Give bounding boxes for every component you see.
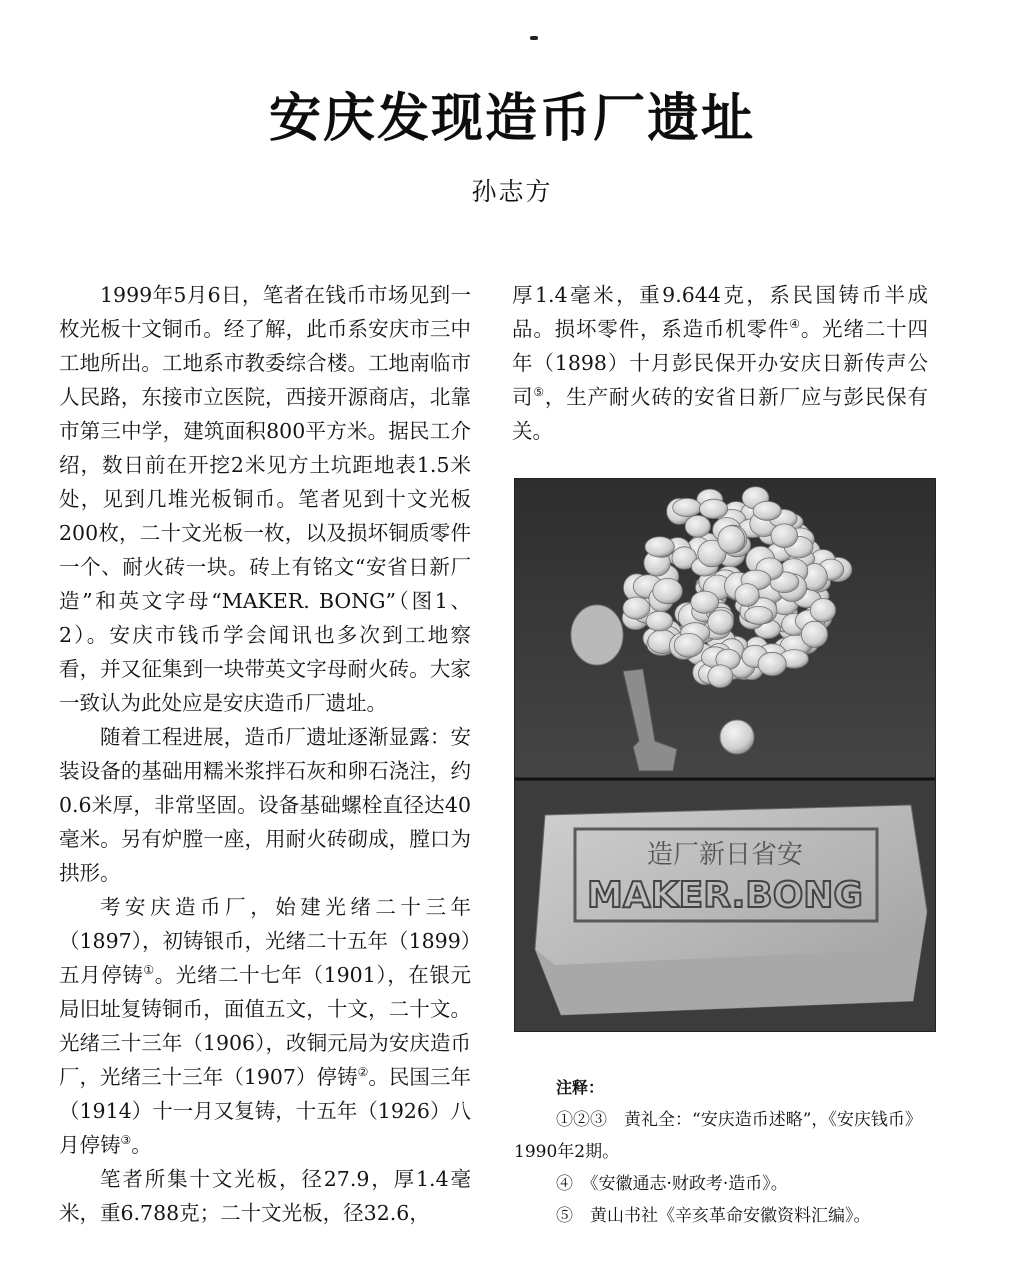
footnote-ref-5: ⑤ — [533, 385, 545, 400]
pile-coin — [685, 515, 710, 537]
footnote-ref-1: ① — [143, 963, 155, 978]
paragraph-4: 笔者所集十文光板，径27.9，厚1.4毫米，重6.788克；二十文光板，径32.6， — [59, 1167, 471, 1225]
paragraph-4-cont-a: 厚1.4毫米，重9.644克，系民国铸币半成品。损坏零件，系造币机零件 — [512, 283, 928, 341]
paragraph-3-part-b: 。光绪二十七年（1901），在银元局旧址复铸铜币，面值五文，十文，二十文。光绪三十三年（1906），改铜元局为安庆造币厂，光绪三十三年（1907）停铸 — [59, 963, 471, 1089]
note-1: ①②③ 黄礼全：“安庆造币述略”，《安庆钱币》1990年2期。 — [514, 1110, 922, 1162]
pile-coin — [708, 665, 733, 688]
article-title: 安庆发现造币厂遗址 — [268, 88, 755, 149]
pile-coin — [708, 610, 734, 634]
paragraph-3-part-a: 考安庆造币厂，始建光绪二十三年（1897），初铸银币，光绪二十五年（1899）五月停铸 — [59, 895, 471, 987]
notes-section — [514, 1072, 934, 1232]
paragraph-3-part-d: 。 — [131, 1133, 152, 1157]
pile-coin — [758, 652, 786, 675]
pile-coin — [691, 591, 719, 613]
pile-coin — [645, 537, 674, 557]
pile-coin — [771, 524, 798, 548]
paragraph-3 — [59, 890, 471, 1162]
paragraph-4-cont-c: ，生产耐火砖的安省日新厂应与彭民保有关。 — [512, 385, 928, 443]
right-column — [512, 278, 928, 448]
footnote-ref-4: ④ — [789, 317, 801, 332]
note-3: ⑤ 黄山书社《辛亥革命安徽资料汇编》。 — [556, 1206, 871, 1226]
pile-coin — [810, 599, 835, 622]
paragraph-4-continued — [512, 278, 928, 448]
article-author: 孙志方 — [471, 177, 553, 206]
left-column — [59, 278, 471, 1230]
pile-coin — [673, 498, 702, 516]
pile-coin — [653, 578, 683, 603]
paragraph-4-cont-b: 。光绪二十四年（1898）十月彭民保开办安庆日新传声公司 — [512, 317, 928, 409]
decorative-dot — [530, 36, 538, 40]
figure-photo — [514, 478, 936, 1032]
pile-coin — [735, 584, 759, 607]
photo-illustration — [515, 479, 935, 1031]
pile-coin — [646, 611, 673, 631]
note-2: ④ 《安徽通志·财政考·造币》。 — [556, 1174, 788, 1194]
brick-inscription-english: MAKER.BONG — [587, 875, 863, 916]
footnote-ref-2: ② — [357, 1065, 369, 1080]
pile-coin — [623, 597, 650, 619]
pile-coin — [718, 526, 745, 554]
paragraph-2: 随着工程进展，造币厂遗址逐渐显露：安装设备的基础用糯米浆拌石灰和卵石浇注，约0.6米厚，非常坚固。设备基础螺栓直径达40毫米。另有炉膛一座，用耐火砖砌成，膛口为拱形。 — [59, 725, 471, 885]
pile-coin — [700, 499, 728, 518]
paragraph-3-part-c: 。民国三年（1914）十一月又复铸，十五年（1926）八月停铸 — [59, 1065, 471, 1157]
notes-heading: 注释： — [556, 1078, 605, 1097]
footnote-ref-3: ③ — [120, 1133, 132, 1148]
pile-coin — [745, 606, 773, 624]
paragraph-1: 1999年5月6日，笔者在钱币市场见到一枚光板十文铜币。经了解，此币系安庆市三中工地所出。工地系市教委综合楼。工地南临市人民路，东接市立医院，西接开源商店，北靠市第三中学，建筑面积800平方米。据民工介绍，数日前在开挖2米见方土坑距地表1.5米处，见到几堆光板铜币。笔者见到十文光板200枚，二十文光板一枚，以及损坏铜质零件一个、耐火砖一块。砖上有铭文“安省日新厂造”和英文字母“MAKER. BONG”（图1、2）。安庆市钱币学会闻讯也多次到工地察看，并又征集到一块带英文字母耐火砖。大家一致认为此处应是安庆造币厂遗址。 — [59, 283, 471, 715]
brick-inscription-chinese: 造厂新日省安 — [646, 840, 804, 870]
pile-coin — [674, 633, 703, 657]
pile-coin — [801, 621, 827, 647]
pile-coin — [753, 501, 781, 520]
single-copper-coin — [720, 720, 754, 754]
corroded-coin-lump — [571, 605, 623, 665]
